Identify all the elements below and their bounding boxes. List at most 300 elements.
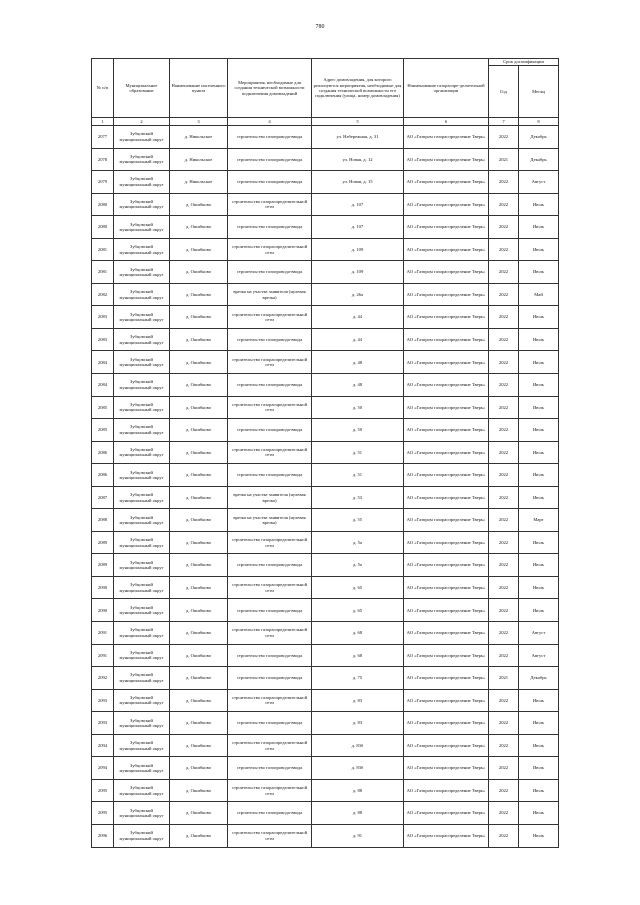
header-num: № п/п (92, 59, 114, 118)
cell-month: Июль (519, 779, 559, 802)
cell-address: д. 44 (312, 328, 404, 351)
cell-locality: д. Ошибково (170, 486, 228, 509)
cell-org: АО «Газпром газораспределение Тверь» (404, 622, 489, 645)
cell-num: 2077 (92, 126, 114, 149)
column-number: 5 (312, 118, 404, 126)
cell-address: д. 48 (312, 374, 404, 397)
cell-year: 2022 (489, 419, 519, 442)
cell-locality: д. Ошибково (170, 802, 228, 825)
cell-org: АО «Газпром газораспределение Тверь» (404, 554, 489, 577)
cell-address: д. 50 (312, 396, 404, 419)
cell-measure: строительство газораспределительной сети (228, 193, 312, 216)
cell-municipality: Зубцовский муниципальный округ (114, 779, 170, 802)
cell-municipality: Зубцовский муниципальный округ (114, 554, 170, 577)
cell-municipality: Зубцовский муниципальный округ (114, 148, 170, 171)
cell-measure: строительство газопровода-ввода (228, 599, 312, 622)
cell-municipality: Зубцовский муниципальный округ (114, 689, 170, 712)
cell-num: 2091 (92, 644, 114, 667)
cell-org: АО «Газпром газораспределение Тверь» (404, 689, 489, 712)
cell-org: АО «Газпром газораспределение Тверь» (404, 171, 489, 194)
cell-num: 2083 (92, 306, 114, 329)
table-row (92, 283, 559, 306)
column-number: 6 (404, 118, 489, 126)
cell-num: 2081 (92, 261, 114, 284)
cell-address: ул. Новая, д. 15 (312, 171, 404, 194)
cell-municipality: Зубцовский муниципальный округ (114, 576, 170, 599)
cell-municipality: Зубцовский муниципальный округ (114, 419, 170, 442)
cell-month: Июль (519, 689, 559, 712)
cell-org: АО «Газпром газораспределение Тверь» (404, 441, 489, 464)
cell-org: АО «Газпром газораспределение Тверь» (404, 779, 489, 802)
cell-month: Июль (519, 802, 559, 825)
cell-locality: д. Ошибково (170, 419, 228, 442)
cell-month: Декабрь (519, 667, 559, 690)
cell-month: Август (519, 644, 559, 667)
cell-locality: д. Ошибково (170, 757, 228, 780)
table-row (92, 126, 559, 149)
column-number-row (92, 118, 559, 126)
cell-month: Июль (519, 531, 559, 554)
cell-address: д. 83б (312, 734, 404, 757)
cell-num: 2087 (92, 486, 114, 509)
table-row (92, 193, 559, 216)
cell-org: АО «Газпром газораспределение Тверь» (404, 283, 489, 306)
cell-num: 2088 (92, 509, 114, 532)
cell-month: Июль (519, 396, 559, 419)
table-row (92, 396, 559, 419)
cell-measure: строительство газопровода-ввода (228, 419, 312, 442)
cell-year: 2022 (489, 734, 519, 757)
cell-municipality: Зубцовский муниципальный округ (114, 599, 170, 622)
cell-num: 2085 (92, 419, 114, 442)
cell-measure: строительство газопровода-ввода (228, 802, 312, 825)
cell-year: 2021 (489, 667, 519, 690)
cell-locality: д. Ошибково (170, 509, 228, 532)
cell-municipality: Зубцовский муниципальный округ (114, 824, 170, 847)
cell-year: 2022 (489, 824, 519, 847)
cell-org: АО «Газпром газораспределение Тверь» (404, 531, 489, 554)
cell-municipality: Зубцовский муниципальный округ (114, 396, 170, 419)
column-number: 3 (170, 118, 228, 126)
cell-org: АО «Газпром газораспределение Тверь» (404, 824, 489, 847)
cell-month: Июль (519, 757, 559, 780)
cell-year: 2021 (489, 148, 519, 171)
cell-org: АО «Газпром газораспределение Тверь» (404, 396, 489, 419)
cell-year: 2022 (489, 261, 519, 284)
cell-org: АО «Газпром газораспределение Тверь» (404, 757, 489, 780)
cell-address: д. 50 (312, 419, 404, 442)
table-row (92, 554, 559, 577)
cell-measure: строительство газопровода-ввода (228, 216, 312, 239)
cell-month: Июль (519, 238, 559, 261)
cell-num: 2090 (92, 599, 114, 622)
table-row (92, 509, 559, 532)
cell-address: д. 5а (312, 531, 404, 554)
cell-org: АО «Газпром газораспределение Тверь» (404, 644, 489, 667)
cell-num: 2089 (92, 554, 114, 577)
column-number: 7 (489, 118, 519, 126)
table-row (92, 644, 559, 667)
cell-num: 2096 (92, 824, 114, 847)
cell-address: ул. Новая, д. 12 (312, 148, 404, 171)
cell-measure: строительство газопровода-ввода (228, 171, 312, 194)
cell-num: 2084 (92, 351, 114, 374)
page-number: 780 (315, 24, 325, 30)
table-row (92, 238, 559, 261)
cell-org: АО «Газпром газораспределение Тверь» (404, 238, 489, 261)
cell-measure: строительство газопровода-ввода (228, 328, 312, 351)
cell-address: д. 51 (312, 441, 404, 464)
cell-org: АО «Газпром газораспределение Тверь» (404, 193, 489, 216)
table-row (92, 689, 559, 712)
cell-num: 2094 (92, 757, 114, 780)
cell-address: д. 83б (312, 757, 404, 780)
cell-month: Июль (519, 712, 559, 735)
cell-locality: д. Ошибково (170, 441, 228, 464)
cell-municipality: Зубцовский муниципальный округ (114, 306, 170, 329)
header-month: Месяц (519, 66, 559, 118)
cell-municipality: Зубцовский муниципальный округ (114, 216, 170, 239)
cell-org: АО «Газпром газораспределение Тверь» (404, 712, 489, 735)
cell-org: АО «Газпром газораспределение Тверь» (404, 351, 489, 374)
cell-address: д. 83 (312, 712, 404, 735)
cell-num: 2095 (92, 779, 114, 802)
cell-year: 2022 (489, 238, 519, 261)
cell-address: д. 75 (312, 667, 404, 690)
cell-address: д. 55 (312, 509, 404, 532)
cell-locality: д. Ошибково (170, 464, 228, 487)
cell-org: АО «Газпром газораспределение Тверь» (404, 464, 489, 487)
table-row (92, 734, 559, 757)
cell-measure: строительство газораспределительной сети (228, 576, 312, 599)
cell-measure: строительство газораспределительной сети (228, 779, 312, 802)
cell-measure: строительство газопровода-ввода (228, 554, 312, 577)
cell-org: АО «Газпром газораспределение Тверь» (404, 509, 489, 532)
cell-locality: д. Ошибково (170, 667, 228, 690)
cell-municipality: Зубцовский муниципальный округ (114, 441, 170, 464)
cell-address: д. 109 (312, 261, 404, 284)
cell-num: 2093 (92, 689, 114, 712)
cell-municipality: Зубцовский муниципальный округ (114, 712, 170, 735)
cell-locality: д. Ошибково (170, 261, 228, 284)
cell-measure: строительство газораспределительной сети (228, 622, 312, 645)
header-locality: Наименование населенного пункта (170, 59, 228, 118)
cell-org: АО «Газпром газораспределение Тверь» (404, 328, 489, 351)
cell-locality: д. Ошибково (170, 554, 228, 577)
cell-measure: врезка на участке заявителя (нулевая врезка) (228, 486, 312, 509)
cell-measure: строительство газораспределительной сети (228, 824, 312, 847)
cell-year: 2022 (489, 576, 519, 599)
column-number: 2 (114, 118, 170, 126)
cell-address: д. 65 (312, 599, 404, 622)
cell-num: 2078 (92, 148, 114, 171)
cell-year: 2022 (489, 554, 519, 577)
cell-month: Июль (519, 216, 559, 239)
cell-municipality: Зубцовский муниципальный округ (114, 283, 170, 306)
cell-year: 2022 (489, 351, 519, 374)
cell-address: д. 51 (312, 464, 404, 487)
cell-month: Июль (519, 351, 559, 374)
cell-municipality: Зубцовский муниципальный округ (114, 193, 170, 216)
cell-locality: д. Ошибково (170, 328, 228, 351)
cell-measure: строительство газораспределительной сети (228, 306, 312, 329)
cell-num: 2080 (92, 193, 114, 216)
table-row (92, 171, 559, 194)
column-number: 8 (519, 118, 559, 126)
cell-municipality: Зубцовский муниципальный округ (114, 126, 170, 149)
cell-year: 2022 (489, 757, 519, 780)
cell-month: Июль (519, 441, 559, 464)
cell-locality: д. Ошибково (170, 734, 228, 757)
cell-address: д. 44 (312, 306, 404, 329)
cell-address: д. 83 (312, 689, 404, 712)
cell-address: д. 107 (312, 193, 404, 216)
cell-year: 2022 (489, 486, 519, 509)
cell-num: 2086 (92, 441, 114, 464)
table-row (92, 419, 559, 442)
cell-address: д. 68 (312, 622, 404, 645)
cell-locality: д. Ошибково (170, 689, 228, 712)
cell-org: АО «Газпром газораспределение Тверь» (404, 734, 489, 757)
cell-measure: строительство газораспределительной сети (228, 734, 312, 757)
cell-locality: д. Ошибково (170, 238, 228, 261)
cell-month: Июль (519, 193, 559, 216)
cell-municipality: Зубцовский муниципальный округ (114, 328, 170, 351)
table-row (92, 757, 559, 780)
table-row (92, 328, 559, 351)
table-row (92, 261, 559, 284)
cell-measure: строительство газопровода-ввода (228, 374, 312, 397)
cell-municipality: Зубцовский муниципальный округ (114, 486, 170, 509)
cell-month: Декабрь (519, 148, 559, 171)
table-row (92, 351, 559, 374)
cell-municipality: Зубцовский муниципальный округ (114, 464, 170, 487)
cell-org: АО «Газпром газораспределение Тверь» (404, 216, 489, 239)
cell-address: ул. Набережная, д. 31 (312, 126, 404, 149)
cell-locality: д. Ошибково (170, 396, 228, 419)
cell-measure: строительство газораспределительной сети (228, 689, 312, 712)
cell-org: АО «Газпром газораспределение Тверь» (404, 486, 489, 509)
cell-num: 2083 (92, 328, 114, 351)
cell-measure: строительство газораспределительной сети (228, 531, 312, 554)
cell-locality: д. Ошибково (170, 824, 228, 847)
cell-month: Декабрь (519, 126, 559, 149)
cell-year: 2022 (489, 689, 519, 712)
table-body (92, 126, 559, 848)
cell-locality: д. Ошибково (170, 712, 228, 735)
table-row (92, 464, 559, 487)
cell-address: д. 88 (312, 802, 404, 825)
cell-year: 2022 (489, 171, 519, 194)
cell-org: АО «Газпром газораспределение Тверь» (404, 374, 489, 397)
cell-year: 2022 (489, 464, 519, 487)
cell-num: 2085 (92, 396, 114, 419)
cell-num: 2081 (92, 238, 114, 261)
table-row (92, 802, 559, 825)
cell-month: Июль (519, 261, 559, 284)
header-municipality: Муниципальное образование (114, 59, 170, 118)
cell-municipality: Зубцовский муниципальный округ (114, 261, 170, 284)
cell-municipality: Зубцовский муниципальный округ (114, 802, 170, 825)
cell-month: Август (519, 622, 559, 645)
cell-num: 2086 (92, 464, 114, 487)
cell-month: Июль (519, 554, 559, 577)
column-number: 4 (228, 118, 312, 126)
cell-num: 2090 (92, 576, 114, 599)
cell-org: АО «Газпром газораспределение Тверь» (404, 306, 489, 329)
cell-year: 2022 (489, 441, 519, 464)
cell-address: д. 107 (312, 216, 404, 239)
table-row (92, 531, 559, 554)
cell-municipality: Зубцовский муниципальный округ (114, 734, 170, 757)
cell-measure: строительство газораспределительной сети (228, 351, 312, 374)
cell-year: 2022 (489, 126, 519, 149)
cell-month: Март (519, 509, 559, 532)
cell-org: АО «Газпром газораспределение Тверь» (404, 126, 489, 149)
cell-num: 2093 (92, 712, 114, 735)
header-measures: Мероприятия, необходимые для создания технической возможности подключения домовладений (228, 59, 312, 118)
header-address: Адрес домовладения, для которого реализуются мероприятия, необходимые для создания технической возможности его подключения (улица, номер домовладения) (312, 59, 404, 118)
table-row (92, 576, 559, 599)
cell-year: 2022 (489, 712, 519, 735)
cell-month: Июль (519, 464, 559, 487)
cell-address: д. 91 (312, 824, 404, 847)
cell-org: АО «Газпром газораспределение Тверь» (404, 419, 489, 442)
cell-month: Июль (519, 374, 559, 397)
cell-locality: д. Никольское (170, 171, 228, 194)
cell-locality: д. Ошибково (170, 622, 228, 645)
cell-num: 2091 (92, 622, 114, 645)
cell-locality: д. Никольское (170, 148, 228, 171)
cell-locality: д. Ошибково (170, 351, 228, 374)
cell-year: 2022 (489, 396, 519, 419)
cell-measure: строительство газопровода-ввода (228, 464, 312, 487)
cell-year: 2022 (489, 306, 519, 329)
cell-year: 2022 (489, 216, 519, 239)
table-row (92, 306, 559, 329)
cell-month: Июль (519, 576, 559, 599)
cell-municipality: Зубцовский муниципальный округ (114, 757, 170, 780)
cell-org: АО «Газпром газораспределение Тверь» (404, 576, 489, 599)
cell-org: АО «Газпром газораспределение Тверь» (404, 599, 489, 622)
cell-measure: строительство газораспределительной сети (228, 238, 312, 261)
cell-locality: д. Ошибково (170, 644, 228, 667)
cell-locality: д. Ошибково (170, 576, 228, 599)
cell-month: Август (519, 171, 559, 194)
cell-year: 2022 (489, 779, 519, 802)
table-header (92, 59, 559, 126)
cell-measure: строительство газораспределительной сети (228, 441, 312, 464)
cell-year: 2022 (489, 328, 519, 351)
header-org: Наименование газораспре-делительной организации (404, 59, 489, 118)
cell-locality: д. Ошибково (170, 599, 228, 622)
cell-month: Май (519, 283, 559, 306)
cell-municipality: Зубцовский муниципальный округ (114, 531, 170, 554)
cell-locality: д. Ошибково (170, 306, 228, 329)
cell-municipality: Зубцовский муниципальный округ (114, 644, 170, 667)
cell-num: 2084 (92, 374, 114, 397)
table-row (92, 374, 559, 397)
cell-num: 2094 (92, 734, 114, 757)
cell-locality: д. Никольское (170, 126, 228, 149)
cell-measure: строительство газопровода-ввода (228, 261, 312, 284)
table-row (92, 599, 559, 622)
cell-locality: д. Ошибково (170, 531, 228, 554)
cell-month: Июль (519, 306, 559, 329)
cell-locality: д. Ошибково (170, 216, 228, 239)
cell-address: д. 88 (312, 779, 404, 802)
cell-num: 2092 (92, 667, 114, 690)
cell-year: 2022 (489, 193, 519, 216)
cell-municipality: Зубцовский муниципальный округ (114, 351, 170, 374)
cell-num: 2089 (92, 531, 114, 554)
cell-municipality: Зубцовский муниципальный округ (114, 667, 170, 690)
cell-num: 2095 (92, 802, 114, 825)
cell-org: АО «Газпром газораспределение Тверь» (404, 261, 489, 284)
cell-year: 2022 (489, 374, 519, 397)
cell-month: Июль (519, 419, 559, 442)
table-row (92, 667, 559, 690)
cell-month: Июль (519, 824, 559, 847)
cell-locality: д. Ошибково (170, 283, 228, 306)
cell-measure: врезка на участке заявителя (нулевая врезка) (228, 509, 312, 532)
cell-org: АО «Газпром газораспределение Тверь» (404, 148, 489, 171)
cell-address: д. 68 (312, 644, 404, 667)
cell-address: д. 5а (312, 554, 404, 577)
cell-address: д. 65 (312, 576, 404, 599)
cell-org: АО «Газпром газораспределение Тверь» (404, 802, 489, 825)
cell-address: д. 48 (312, 351, 404, 374)
cell-measure: строительство газопровода-ввода (228, 667, 312, 690)
cell-municipality: Зубцовский муниципальный округ (114, 238, 170, 261)
cell-measure: строительство газопровода-ввода (228, 757, 312, 780)
cell-year: 2022 (489, 644, 519, 667)
cell-locality: д. Ошибково (170, 374, 228, 397)
cell-year: 2022 (489, 802, 519, 825)
cell-measure: строительство газопровода-ввода (228, 712, 312, 735)
table-row (92, 712, 559, 735)
cell-municipality: Зубцовский муниципальный округ (114, 374, 170, 397)
cell-org: АО «Газпром газораспределение Тверь» (404, 667, 489, 690)
table-row (92, 148, 559, 171)
cell-measure: строительство газораспределительной сети (228, 396, 312, 419)
table-row (92, 486, 559, 509)
cell-year: 2022 (489, 599, 519, 622)
cell-month: Июль (519, 328, 559, 351)
cell-address: д. 109 (312, 238, 404, 261)
cell-locality: д. Ошибково (170, 193, 228, 216)
cell-measure: строительство газопровода-ввода (228, 126, 312, 149)
cell-municipality: Зубцовский муниципальный округ (114, 171, 170, 194)
cell-year: 2022 (489, 509, 519, 532)
cell-year: 2022 (489, 622, 519, 645)
cell-year: 2022 (489, 531, 519, 554)
table-row (92, 441, 559, 464)
cell-year: 2022 (489, 283, 519, 306)
cell-num: 2082 (92, 283, 114, 306)
cell-address: д. 26а (312, 283, 404, 306)
cell-month: Июль (519, 599, 559, 622)
cell-municipality: Зубцовский муниципальный округ (114, 509, 170, 532)
header-year: Год (489, 66, 519, 118)
cell-measure: строительство газопровода-ввода (228, 148, 312, 171)
cell-month: Июль (519, 734, 559, 757)
cell-num: 2079 (92, 171, 114, 194)
gasification-table (91, 58, 559, 848)
column-number: 1 (92, 118, 114, 126)
cell-locality: д. Ошибково (170, 779, 228, 802)
header-deadline-group: Срок догазификации (489, 59, 559, 66)
